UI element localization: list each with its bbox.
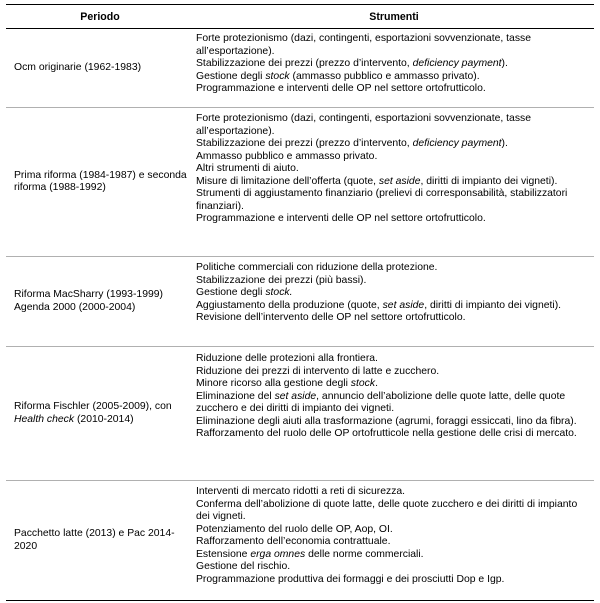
tool-item <box>196 428 590 441</box>
text-segment: Minore ricorso alla gestione degli <box>196 378 351 389</box>
text-segment: Eliminazione del <box>196 390 275 402</box>
text-segment: Rafforzamento del ruolo delle OP ortofrutticole nella gestione delle crisi di mercato. <box>196 428 577 439</box>
text-segment: Rafforzamento dell’economia contrattuale. <box>196 536 391 547</box>
tool-item <box>196 536 590 549</box>
table-header <box>6 4 594 29</box>
tool-item <box>196 71 590 84</box>
tool-item <box>196 416 590 429</box>
text-segment: Riduzione delle protezioni alla frontiera. <box>196 353 378 364</box>
italic-term: deficiency payment <box>412 58 502 69</box>
text-segment: Ammasso pubblico e ammasso privato. <box>196 150 378 162</box>
period-cell <box>14 257 192 346</box>
tool-item <box>196 312 590 325</box>
period-label <box>14 289 192 314</box>
text-segment: ). <box>501 138 508 149</box>
text-segment: Riduzione dei prezzi di intervento di latte e zucchero. <box>196 365 440 377</box>
table-row <box>6 29 594 108</box>
text-segment: Altri strumenti di aiuto. <box>196 163 299 174</box>
text-segment: Revisione dell’intervento delle OP nel settore ortofrutticolo. <box>196 312 466 323</box>
tool-item <box>196 574 590 587</box>
italic-term: erga omnes <box>250 548 306 560</box>
tool-item <box>196 83 590 96</box>
tool-item <box>196 262 590 275</box>
tools-cell <box>196 486 590 586</box>
tools-cell <box>196 33 590 96</box>
tool-item <box>196 275 590 288</box>
tool-item <box>196 188 590 213</box>
text-segment: Politiche commerciali con riduzione della protezione. <box>196 262 438 273</box>
tool-item <box>196 113 590 138</box>
tool-item <box>196 353 590 366</box>
tool-item <box>196 378 590 391</box>
text-segment: Ocm originarie (1962-1983) <box>14 61 142 73</box>
text-segment: Forte protezionismo (dazi, contingenti, esportazioni sovvenzionate, tasse all’esportazione). <box>196 113 531 137</box>
tool-item <box>196 391 590 416</box>
table-row <box>6 108 594 257</box>
text-segment: , annuncio dell’abolizione delle quote latte, delle quote zucchero e dei diritti di impianto dei vigneti. <box>196 390 566 414</box>
tool-item <box>196 151 590 164</box>
italic-term: stock. <box>265 287 293 298</box>
period-cell <box>14 481 192 600</box>
text-segment: Gestione degli <box>196 287 266 298</box>
tool-item <box>196 549 590 562</box>
text-segment: Stabilizzazione dei prezzi (prezzo d’intervento, <box>196 58 413 69</box>
text-segment: Eliminazione degli aiuti alla trasformazione (agrumi, foraggi essiccati, lino da fibra). <box>196 415 577 427</box>
header-strumenti: Strumenti <box>369 11 419 23</box>
text-segment: Misure di limitazione dell’offerta (quote, <box>196 175 379 187</box>
tools-cell <box>196 353 590 441</box>
text-segment: Riforma MacSharry (1993-1999) Agenda 2000 (2000-2004) <box>14 289 163 313</box>
period-cell <box>14 347 192 480</box>
tool-item <box>196 366 590 379</box>
italic-term: set aside <box>274 390 317 402</box>
text-segment: , diritti di impianto dei vigneti). <box>424 299 562 311</box>
italic-term: set aside <box>378 175 421 187</box>
table-row <box>6 257 594 347</box>
text-segment: Gestione degli <box>196 70 266 82</box>
period-label <box>14 401 192 426</box>
text-segment: Forte protezionismo (dazi, contingenti, esportazioni sovvenzionate, tasse all’esportazione). <box>196 33 531 57</box>
text-segment: , diritti di impianto dei vigneti). <box>420 175 558 187</box>
text-segment: (2010-2014) <box>74 413 134 425</box>
italic-term: Health check <box>14 413 75 425</box>
policy-table <box>6 4 594 601</box>
text-segment: Prima riforma (1984-1987) e seconda riforma (1988-1992) <box>14 169 187 193</box>
text-segment: delle norme commerciali. <box>305 548 424 560</box>
tool-item <box>196 176 590 189</box>
tool-item <box>196 287 590 300</box>
period-label <box>14 528 192 553</box>
text-segment: . <box>375 378 378 389</box>
tool-item <box>196 300 590 313</box>
text-segment: Gestione del rischio. <box>196 561 291 572</box>
tool-item <box>196 499 590 524</box>
text-segment: (ammasso pubblico e ammasso privato). <box>289 70 480 82</box>
tool-item <box>196 138 590 151</box>
tool-item <box>196 33 590 58</box>
text-segment: Aggiustamento della produzione (quote, <box>196 299 383 311</box>
tool-item <box>196 213 590 226</box>
period-label <box>14 170 192 195</box>
italic-term: deficiency payment <box>412 138 502 149</box>
text-segment: Strumenti di aggiustamento finanziario (prelievi di corresponsabilità, stabilizzatori finanziari). <box>196 188 568 212</box>
tools-cell <box>196 113 590 226</box>
table-row <box>6 481 594 601</box>
italic-term: set aside <box>382 299 425 311</box>
text-segment: Programmazione e interventi delle OP nel settore ortofrutticolo. <box>196 83 486 94</box>
tools-cell <box>196 262 590 325</box>
text-segment: Potenziamento del ruolo delle OP, Aop, OI. <box>196 523 393 535</box>
period-cell <box>14 29 192 107</box>
text-segment: Interventi di mercato ridotti a reti di sicurezza. <box>196 486 406 497</box>
text-segment: Riforma Fischler (2005-2009), con <box>14 401 172 412</box>
text-segment: Estensione <box>196 548 251 560</box>
text-segment: ). <box>501 58 508 69</box>
text-segment: Conferma dell’abolizione di quote latte, delle quote zucchero e dei diritti di impianto dei vigneti. <box>196 498 578 522</box>
text-segment: Stabilizzazione dei prezzi (più bassi). <box>196 274 367 286</box>
text-segment: Pacchetto latte (2013) e Pac 2014-2020 <box>14 528 175 552</box>
header-periodo: Periodo <box>80 11 120 23</box>
text-segment: Programmazione produttiva dei formaggi e dei prosciutti Dop e Igp. <box>196 573 505 585</box>
tool-item <box>196 524 590 537</box>
period-cell <box>14 108 192 256</box>
tool-item <box>196 561 590 574</box>
tool-item <box>196 58 590 71</box>
text-segment: Stabilizzazione dei prezzi (prezzo d’intervento, <box>196 138 413 149</box>
italic-term: stock <box>350 378 376 389</box>
italic-term: stock <box>265 70 290 82</box>
tool-item <box>196 486 590 499</box>
period-label <box>14 62 141 75</box>
tool-item <box>196 163 590 176</box>
table-row <box>6 347 594 481</box>
text-segment: Programmazione e interventi delle OP nel settore ortofrutticolo. <box>196 213 486 224</box>
